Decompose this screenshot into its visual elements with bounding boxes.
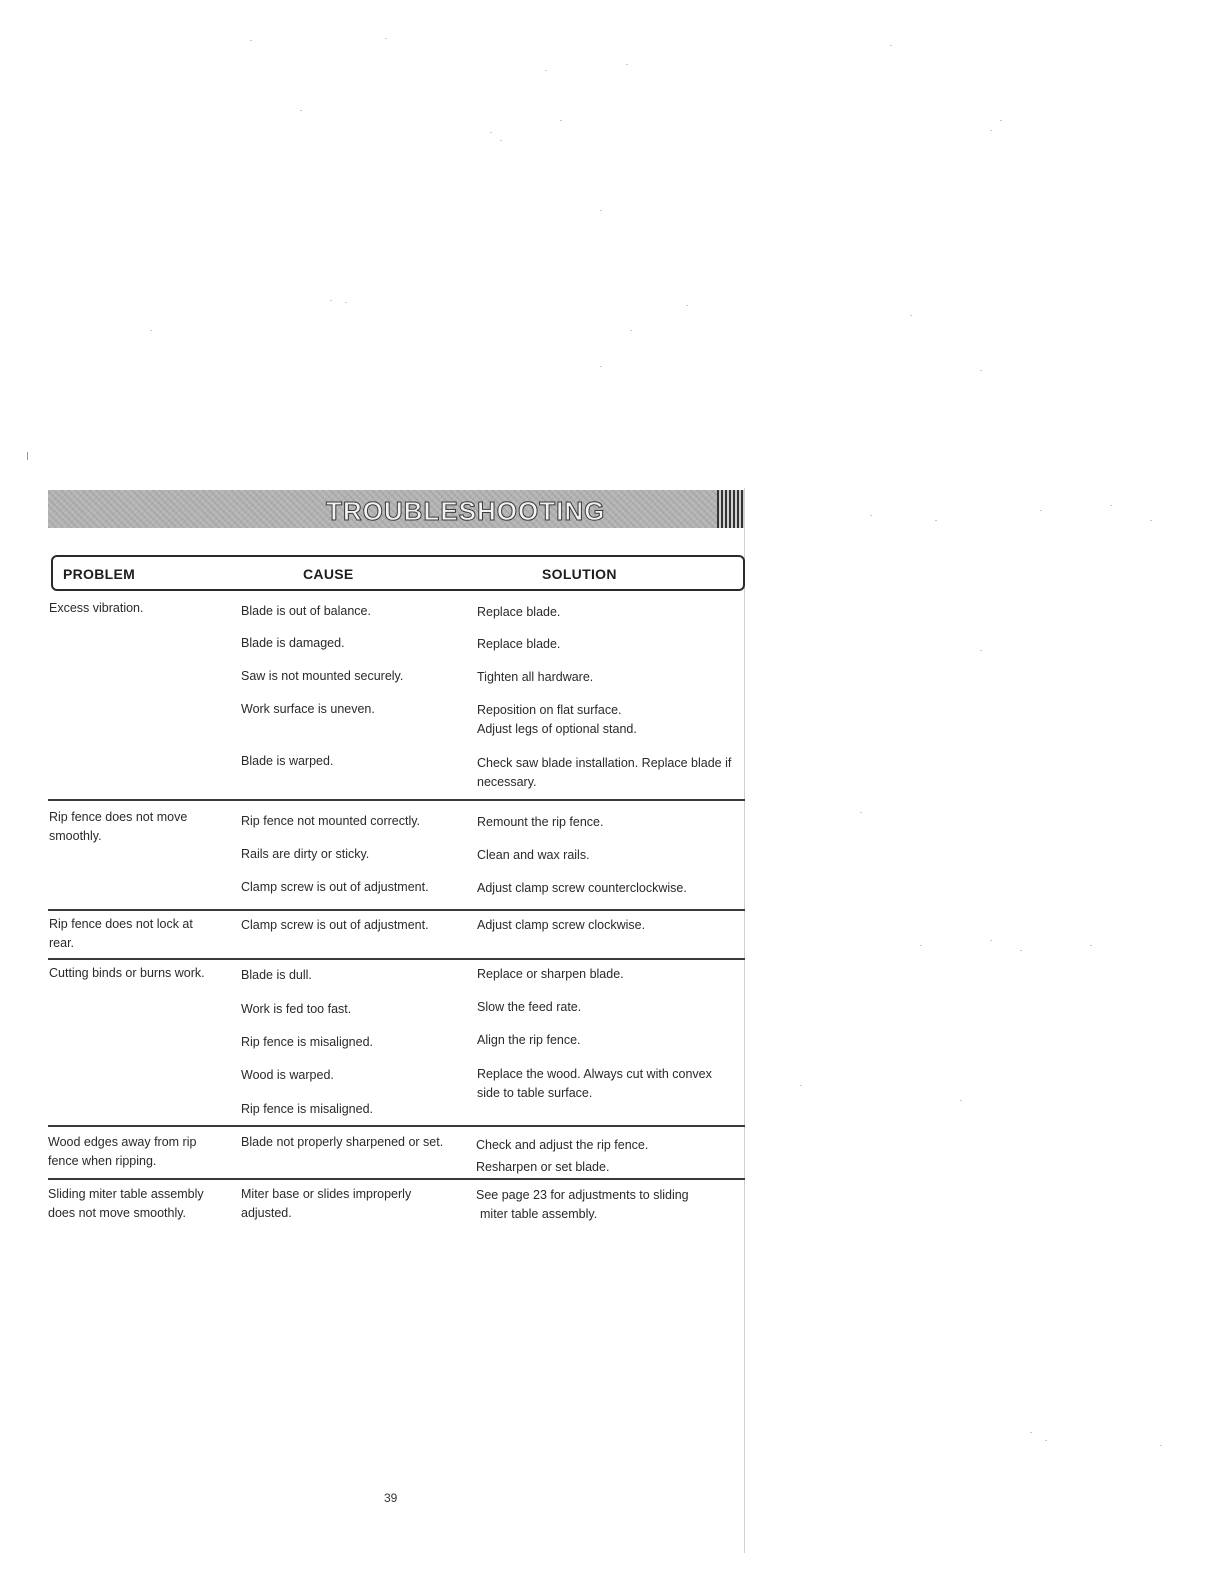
- column-header-solution: SOLUTION: [542, 566, 617, 582]
- cause-text: Clamp screw is out of adjustment.: [241, 918, 429, 932]
- cause-text: Work surface is uneven.: [241, 702, 375, 716]
- solution-text: Adjust clamp screw clockwise.: [477, 918, 646, 932]
- cause-text: Clamp screw is out of adjustment.: [241, 880, 429, 894]
- column-header-cause: CAUSE: [303, 566, 354, 582]
- problem-text: Rip fence does not move smoothly.: [49, 810, 188, 843]
- solution-text: Remount the rip fence.: [477, 815, 604, 829]
- solution-text: Align the rip fence.: [477, 1033, 581, 1047]
- cause-text: Work is fed too fast.: [241, 1002, 352, 1016]
- cause-text: Rip fence is misaligned.: [241, 1035, 374, 1049]
- solution-text: Replace the wood. Always cut with convex side to table surface.: [477, 1067, 712, 1100]
- cause-text: Miter base or slides improperly adjusted.: [241, 1187, 412, 1220]
- solution-text: Replace blade.: [477, 637, 561, 651]
- row-divider: [48, 799, 745, 801]
- cause-text: Wood is warped.: [241, 1068, 334, 1082]
- banner-barcode-decoration: [717, 490, 745, 528]
- title-banner: [48, 490, 745, 528]
- cause-text: Blade is warped.: [241, 754, 334, 768]
- cause-text: Rip fence is misaligned.: [241, 1102, 374, 1116]
- problem-text: Wood edges away from rip fence when ripping.: [48, 1135, 197, 1168]
- cause-text: Blade not properly sharpened or set.: [241, 1135, 444, 1149]
- page-edge-line: [744, 488, 745, 1553]
- column-header-problem: PROBLEM: [63, 566, 136, 582]
- cause-text: Blade is damaged.: [241, 636, 345, 650]
- solution-text: Reposition on flat surface. Adjust legs of optional stand.: [477, 703, 637, 736]
- solution-text: Check saw blade installation. Replace blade if necessary.: [477, 756, 732, 789]
- solution-text: Replace blade.: [477, 605, 561, 619]
- solution-text: Clean and wax rails.: [477, 848, 590, 862]
- page-number: 39: [384, 1491, 398, 1505]
- problem-text: Sliding miter table assembly does not move smoothly.: [48, 1187, 204, 1220]
- problem-text: Cutting binds or burns work.: [49, 966, 205, 980]
- row-divider: [48, 1178, 745, 1180]
- solution-text: Tighten all hardware.: [477, 670, 594, 684]
- solution-text: Replace or sharpen blade.: [477, 967, 624, 981]
- margin-mark: [27, 452, 28, 460]
- cause-text: Rip fence not mounted correctly.: [241, 814, 421, 828]
- row-divider: [48, 909, 745, 911]
- problem-text: Rip fence does not lock at rear.: [49, 917, 193, 950]
- cause-text: Saw is not mounted securely.: [241, 669, 404, 683]
- row-divider: [48, 958, 745, 960]
- cause-text: Blade is dull.: [241, 968, 312, 982]
- solution-text: Check and adjust the rip fence. Resharpen or set blade.: [476, 1138, 649, 1174]
- cause-text: Rails are dirty or sticky.: [241, 847, 370, 861]
- solution-text: See page 23 for adjustments to sliding miter table assembly.: [476, 1188, 689, 1221]
- problem-text: Excess vibration.: [49, 601, 144, 615]
- page-title: TROUBLESHOOTING: [326, 496, 606, 526]
- solution-text: Slow the feed rate.: [477, 1000, 582, 1014]
- table-header: [51, 555, 745, 591]
- cause-text: Blade is out of balance.: [241, 604, 371, 618]
- solution-text: Adjust clamp screw counterclockwise.: [477, 881, 687, 895]
- row-divider: [48, 1125, 745, 1127]
